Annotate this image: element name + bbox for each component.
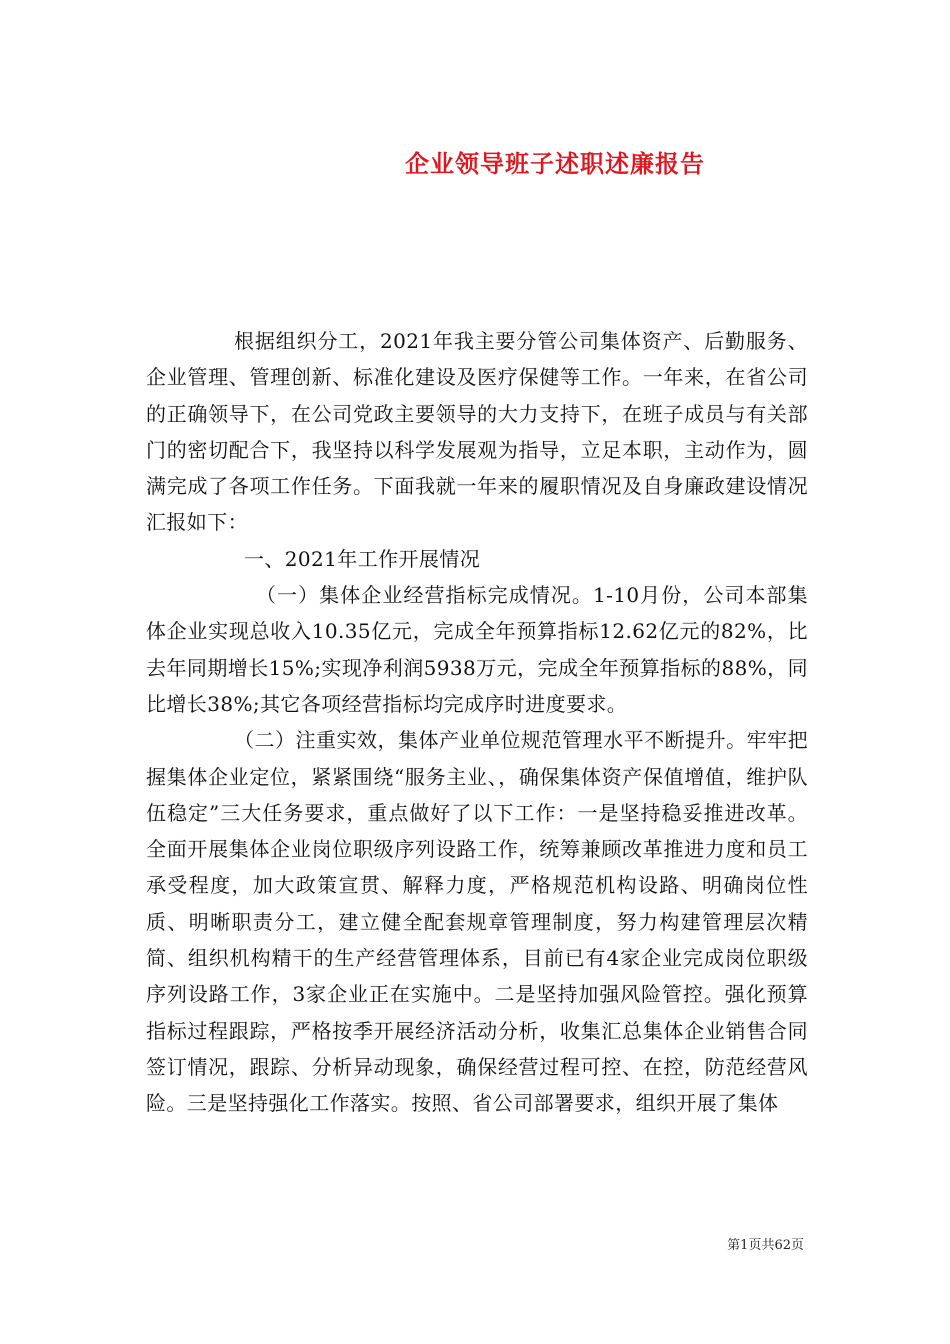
- paragraph-intro: 根据组织分工，2021年我主要分管公司集体资产、后勤服务、企业管理、管理创新、标准化建设及医疗保健等工作。一年来，在省公司的正确领导下，在公司党政主要领导的大力支持下，在班子成员与有关部门的密切配合下，我坚持以科学发展观为指导，立足本职，主动作为，圆满完成了各项工作任务。下面我就一年来的履职情况及自身廉政建设情况汇报如下：: [146, 329, 808, 535]
- paragraph-section-1-1: （一）集体企业经营指标完成情况。1-10月份，公司本部集体企业实现总收入10.35亿元，完成全年预算指标12.62亿元的82%，比去年同期增长15%;实现净利润5938万元，完成全年预算指标的88%，同比增长38%;其它各项经营指标均完成序时进度要求。: [146, 583, 808, 716]
- document-title: 企业领导班子述职述廉报告: [405, 149, 705, 179]
- section-heading-1: 一、2021年工作开展情况: [244, 546, 481, 571]
- paragraph-section-1-2: （二）注重实效，集体产业单位规范管理水平不断提升。牢牢把握集体企业定位，紧紧围绕“服务主业、，确保集体资产保值增值，维护队伍稳定”三大任务要求，重点做好了以下工作：一是坚持稳妥推进改革。全面开展集体企业岗位职级序列设路工作，统筹兼顾改革推进力度和员工承受程度，加大政策宣贯、解释力度，严格规范机构设路、明确岗位性质、明晰职责分工，建立健全配套规章管理制度，努力构建管理层次精简、组织机构精干的生产经营管理体系，目前已有4家企业完成岗位职级序列设路工作，3家企业正在实施中。二是坚持加强风险管控。强化预算指标过程跟踪，严格按季开展经济活动分析，收集汇总集体企业销售合同签订情况，跟踪、分析异动现象，确保经营过程可控、在控，防范经营风险。三是坚持强化工作落实。按照、省公司部署要求，组织开展了集体: [146, 728, 808, 1116]
- document-body: [146, 323, 808, 1122]
- page-number: 第1页共62页: [727, 1238, 804, 1253]
